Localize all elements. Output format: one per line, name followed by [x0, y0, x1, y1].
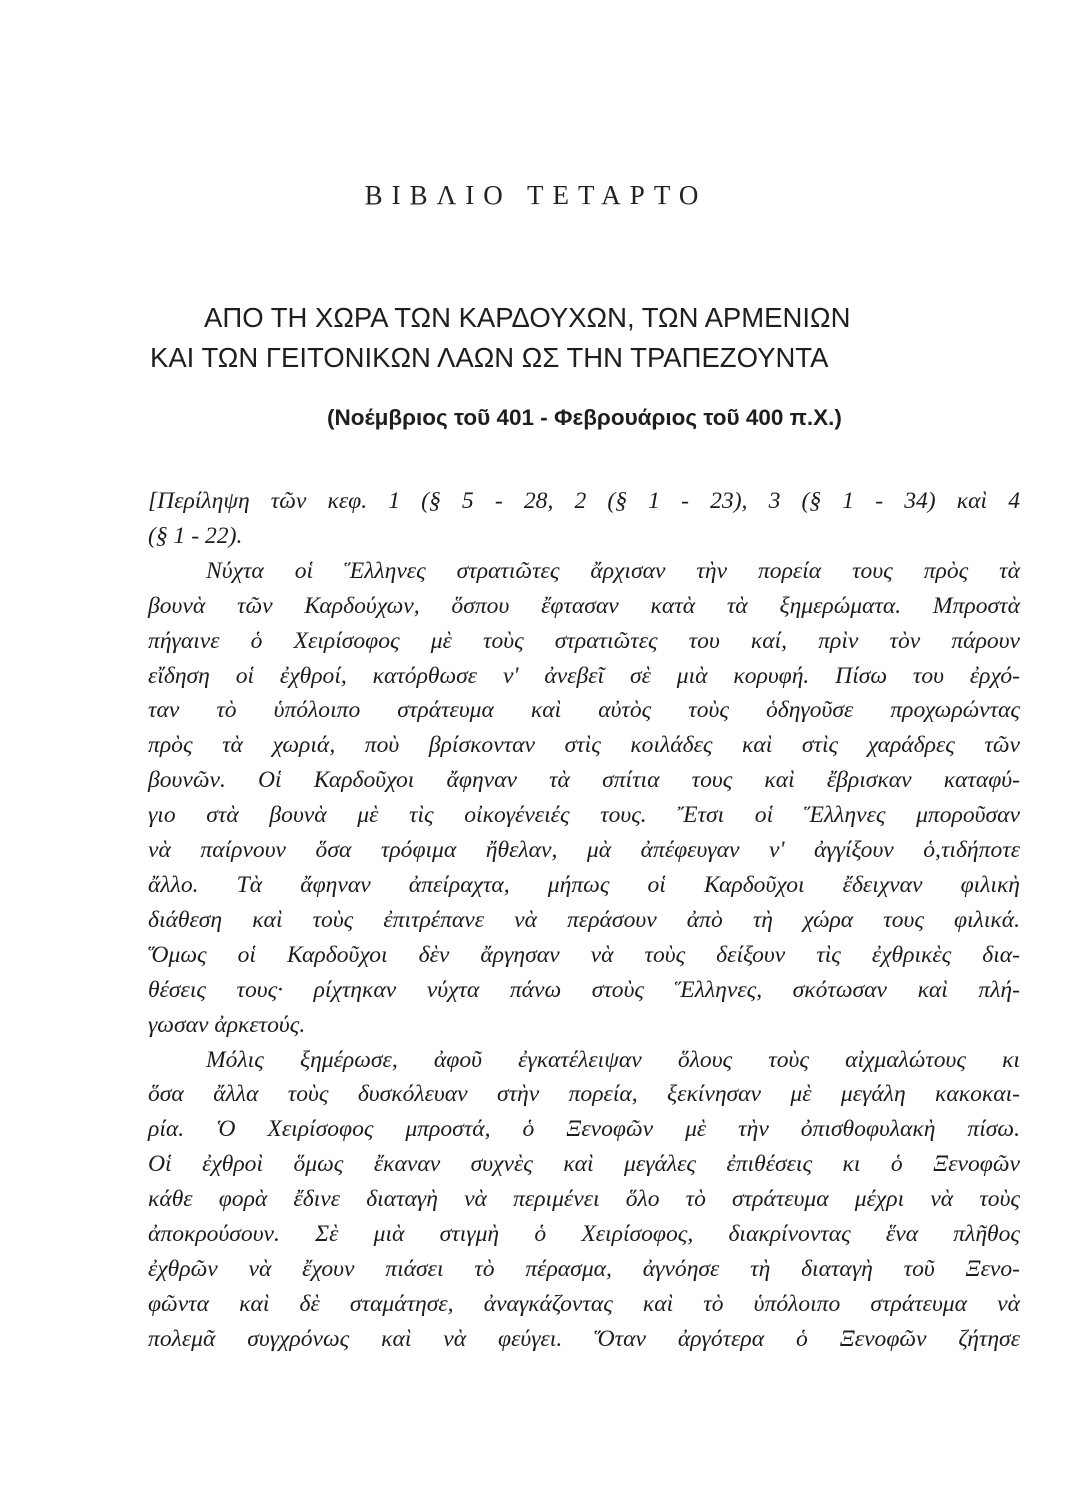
- text-line: φῶντα καὶ δὲ σταμάτησε, ἀναγκάζοντας καὶ τὸ ὑπόλοιπο στράτευμα νὰ: [148, 1290, 1020, 1317]
- text-line: [Περίληψη τῶν κεφ. 1 (§ 5 - 28, 2 (§ 1 - 23), 3 (§ 1 - 34) καὶ 4: [148, 488, 1020, 514]
- book-title: ΒΙΒΛΙΟ ΤΕΤΑΡΤΟ: [364, 180, 708, 210]
- text-line: Νύχτα οἱ Ἕλληνες στρατιῶτες ἄρχισαν τὴν πορεία τους πρὸς τὰ: [206, 557, 1020, 584]
- text-line: πρὸς τὰ χωριά, ποὺ βρίσκονταν στὶς κοιλάδες καὶ στὶς χαράδρες τῶν: [148, 732, 1020, 759]
- chapter-heading-line: ΑΠΟ ΤΗ ΧΩΡΑ ΤΩΝ ΚΑΡΔΟΥΧΩΝ, ΤΩΝ ΑΡΜΕΝΙΩΝ: [204, 302, 851, 333]
- chapter-heading-line: ΚΑΙ ΤΩΝ ΓΕΙΤΟΝΙΚΩΝ ΛΑΩΝ ΩΣ ΤΗΝ ΤΡΑΠΕΖΟΥΝΤΑ: [150, 342, 829, 373]
- text-line: θέσεις τους· ρίχτηκαν νύχτα πάνω στοὺς Ἕλληνες, σκότωσαν καὶ πλή-: [148, 976, 1020, 1003]
- text-line: Ὅμως οἱ Καρδοῦχοι δὲν ἄργησαν νὰ τοὺς δείξουν τὶς ἐχθρικὲς δια-: [148, 941, 1020, 968]
- text-line: κάθε φορὰ ἔδινε διαταγὴ νὰ περιμένει ὅλο τὸ στράτευμα μέχρι νὰ τοὺς: [148, 1186, 1020, 1213]
- text-line: βουνῶν. Οἱ Καρδοῦχοι ἄφηναν τὰ σπίτια τους καὶ ἔβρισκαν καταφύ-: [148, 767, 1020, 794]
- text-line: ρία. Ὁ Χειρίσοφος μπροστά, ὁ Ξενοφῶν μὲ τὴν ὀπισθοφυλακὴ πίσω.: [148, 1116, 1020, 1143]
- body-text: [148, 484, 1020, 1357]
- text-line: βουνὰ τῶν Καρδούχων, ὅσπου ἔφτασαν κατὰ τὰ ξημερώματα. Μπροστὰ: [148, 592, 1020, 619]
- text-line: Μόλις ξημέρωσε, ἀφοῦ ἐγκατέλειψαν ὅλους τοὺς αἰχμαλώτους κι: [206, 1046, 1020, 1073]
- date-range: (Νοέμβριος τοῦ 401 - Φεβρουάριος τοῦ 400 π.Χ.): [327, 405, 842, 430]
- text-line: πολεμᾶ συγχρόνως καὶ νὰ φεύγει. Ὅταν ἀργότερα ὁ Ξενοφῶν ζήτησε: [148, 1325, 1020, 1352]
- text-line: πήγαινε ὁ Χειρίσοφος μὲ τοὺς στρατιῶτες του καί, πρὶν τὸν πάρουν: [148, 627, 1020, 654]
- text-line: ἄλλο. Τὰ ἄφηναν ἀπείραχτα, μήπως οἱ Καρδοῦχοι ἔδειχναν φιλικὴ: [148, 871, 1020, 898]
- text-line: ἐχθρῶν νὰ ἔχουν πιάσει τὸ πέρασμα, ἀγνόησε τὴ διαταγὴ τοῦ Ξενο-: [148, 1255, 1020, 1282]
- text-line: ἀποκρούσουν. Σὲ μιὰ στιγμὴ ὁ Χειρίσοφος, διακρίνοντας ἕνα πλῆθος: [148, 1221, 1020, 1248]
- text-line: νὰ παίρνουν ὅσα τρόφιμα ἤθελαν, μὰ ἀπέφευγαν ν' ἀγγίξουν ὁ,τιδήποτε: [148, 837, 1020, 864]
- text-line: εἴδηση οἱ ἐχθροί, κατόρθωσε ν' ἀνεβεῖ σὲ μιὰ κορυφή. Πίσω του ἐρχό-: [148, 662, 1020, 689]
- text-line: γωσαν ἀρκετούς.: [148, 1011, 306, 1038]
- text-line: γιο στὰ βουνὰ μὲ τὶς οἰκογένειές τους. Ἔτσι οἱ Ἕλληνες μποροῦσαν: [148, 802, 1020, 829]
- text-line: ὅσα ἄλλα τοὺς δυσκόλευαν στὴν πορεία, ξεκίνησαν μὲ μεγάλη κακοκαι-: [148, 1081, 1020, 1108]
- text-line: ταν τὸ ὑπόλοιπο στράτευμα καὶ αὐτὸς τοὺς ὁδηγοῦσε προχωρώντας: [148, 697, 1020, 724]
- chapter-heading: [150, 298, 990, 378]
- text-line: (§ 1 - 22).: [148, 522, 243, 549]
- text-line: Οἱ ἐχθροὶ ὅμως ἔκαναν συχνὲς καὶ μεγάλες ἐπιθέσεις κι ὁ Ξενοφῶν: [148, 1151, 1020, 1178]
- text-line: διάθεση καὶ τοὺς ἐπιτρέπανε νὰ περάσουν ἀπὸ τὴ χώρα τους φιλικά.: [148, 906, 1020, 933]
